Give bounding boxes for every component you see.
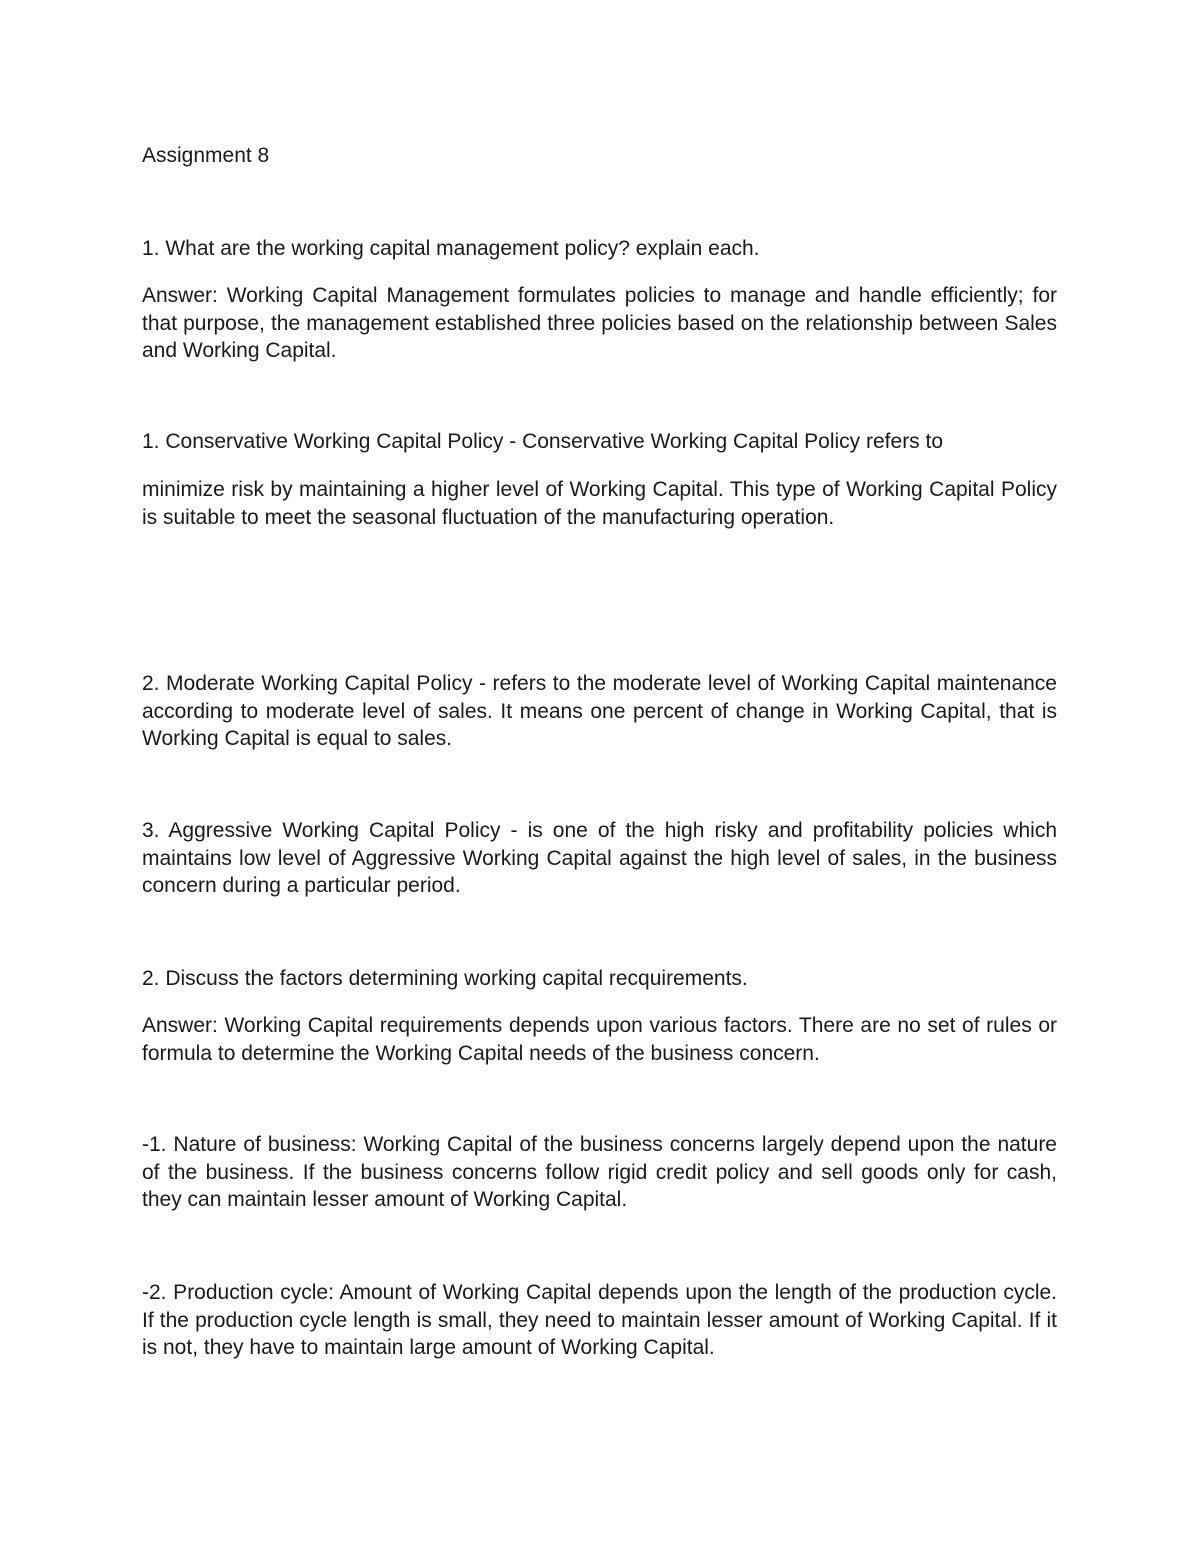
policy-3: 3. Aggressive Working Capital Policy - is one of the high risky and profitability policies which maintains low level of Aggressive Working Capital against the high level of sales, in the business concern during a particular period. <box>142 819 1057 897</box>
question-2: 2. Discuss the factors determining working capital recquirements. <box>142 967 748 990</box>
policy-2: 2. Moderate Working Capital Policy - refers to the moderate level of Working Capital maintenance according to moderate level of sales. It means one percent of change in Working Capital, that is Working Capital is equal to sales. <box>142 672 1057 750</box>
answer-2: Answer: Working Capital requirements depends upon various factors. There are no set of rules or formula to determine the Working Capital needs of the business concern. <box>142 1014 1057 1065</box>
factor-2: -2. Production cycle: Amount of Working Capital depends upon the length of the production cycle. If the production cycle length is small, they need to maintain lesser amount of Working Capital. If it is not, they have to maintain large amount of Working Capital. <box>142 1281 1057 1359</box>
factor-1: -1. Nature of business: Working Capital of the business concerns largely depend upon the nature of the business. If the business concerns follow rigid credit policy and sell goods only for cash, they can maintain lesser amount of Working Capital. <box>142 1133 1057 1211</box>
policy-1-heading: 1. Conservative Working Capital Policy - Conservative Working Capital Policy refers to <box>142 430 944 453</box>
policy-1-body: minimize risk by maintaining a higher level of Working Capital. This type of Working Capital Policy is suitable to meet the seasonal fluctuation of the manufacturing operation. <box>142 478 1057 529</box>
document-title: Assignment 8 <box>142 144 270 167</box>
answer-1: Answer: Working Capital Management formulates policies to manage and handle efficiently; for that purpose, the management established three policies based on the relationship between Sales and Working Capital. <box>142 284 1057 362</box>
question-1: 1. What are the working capital management policy? explain each. <box>142 237 760 260</box>
